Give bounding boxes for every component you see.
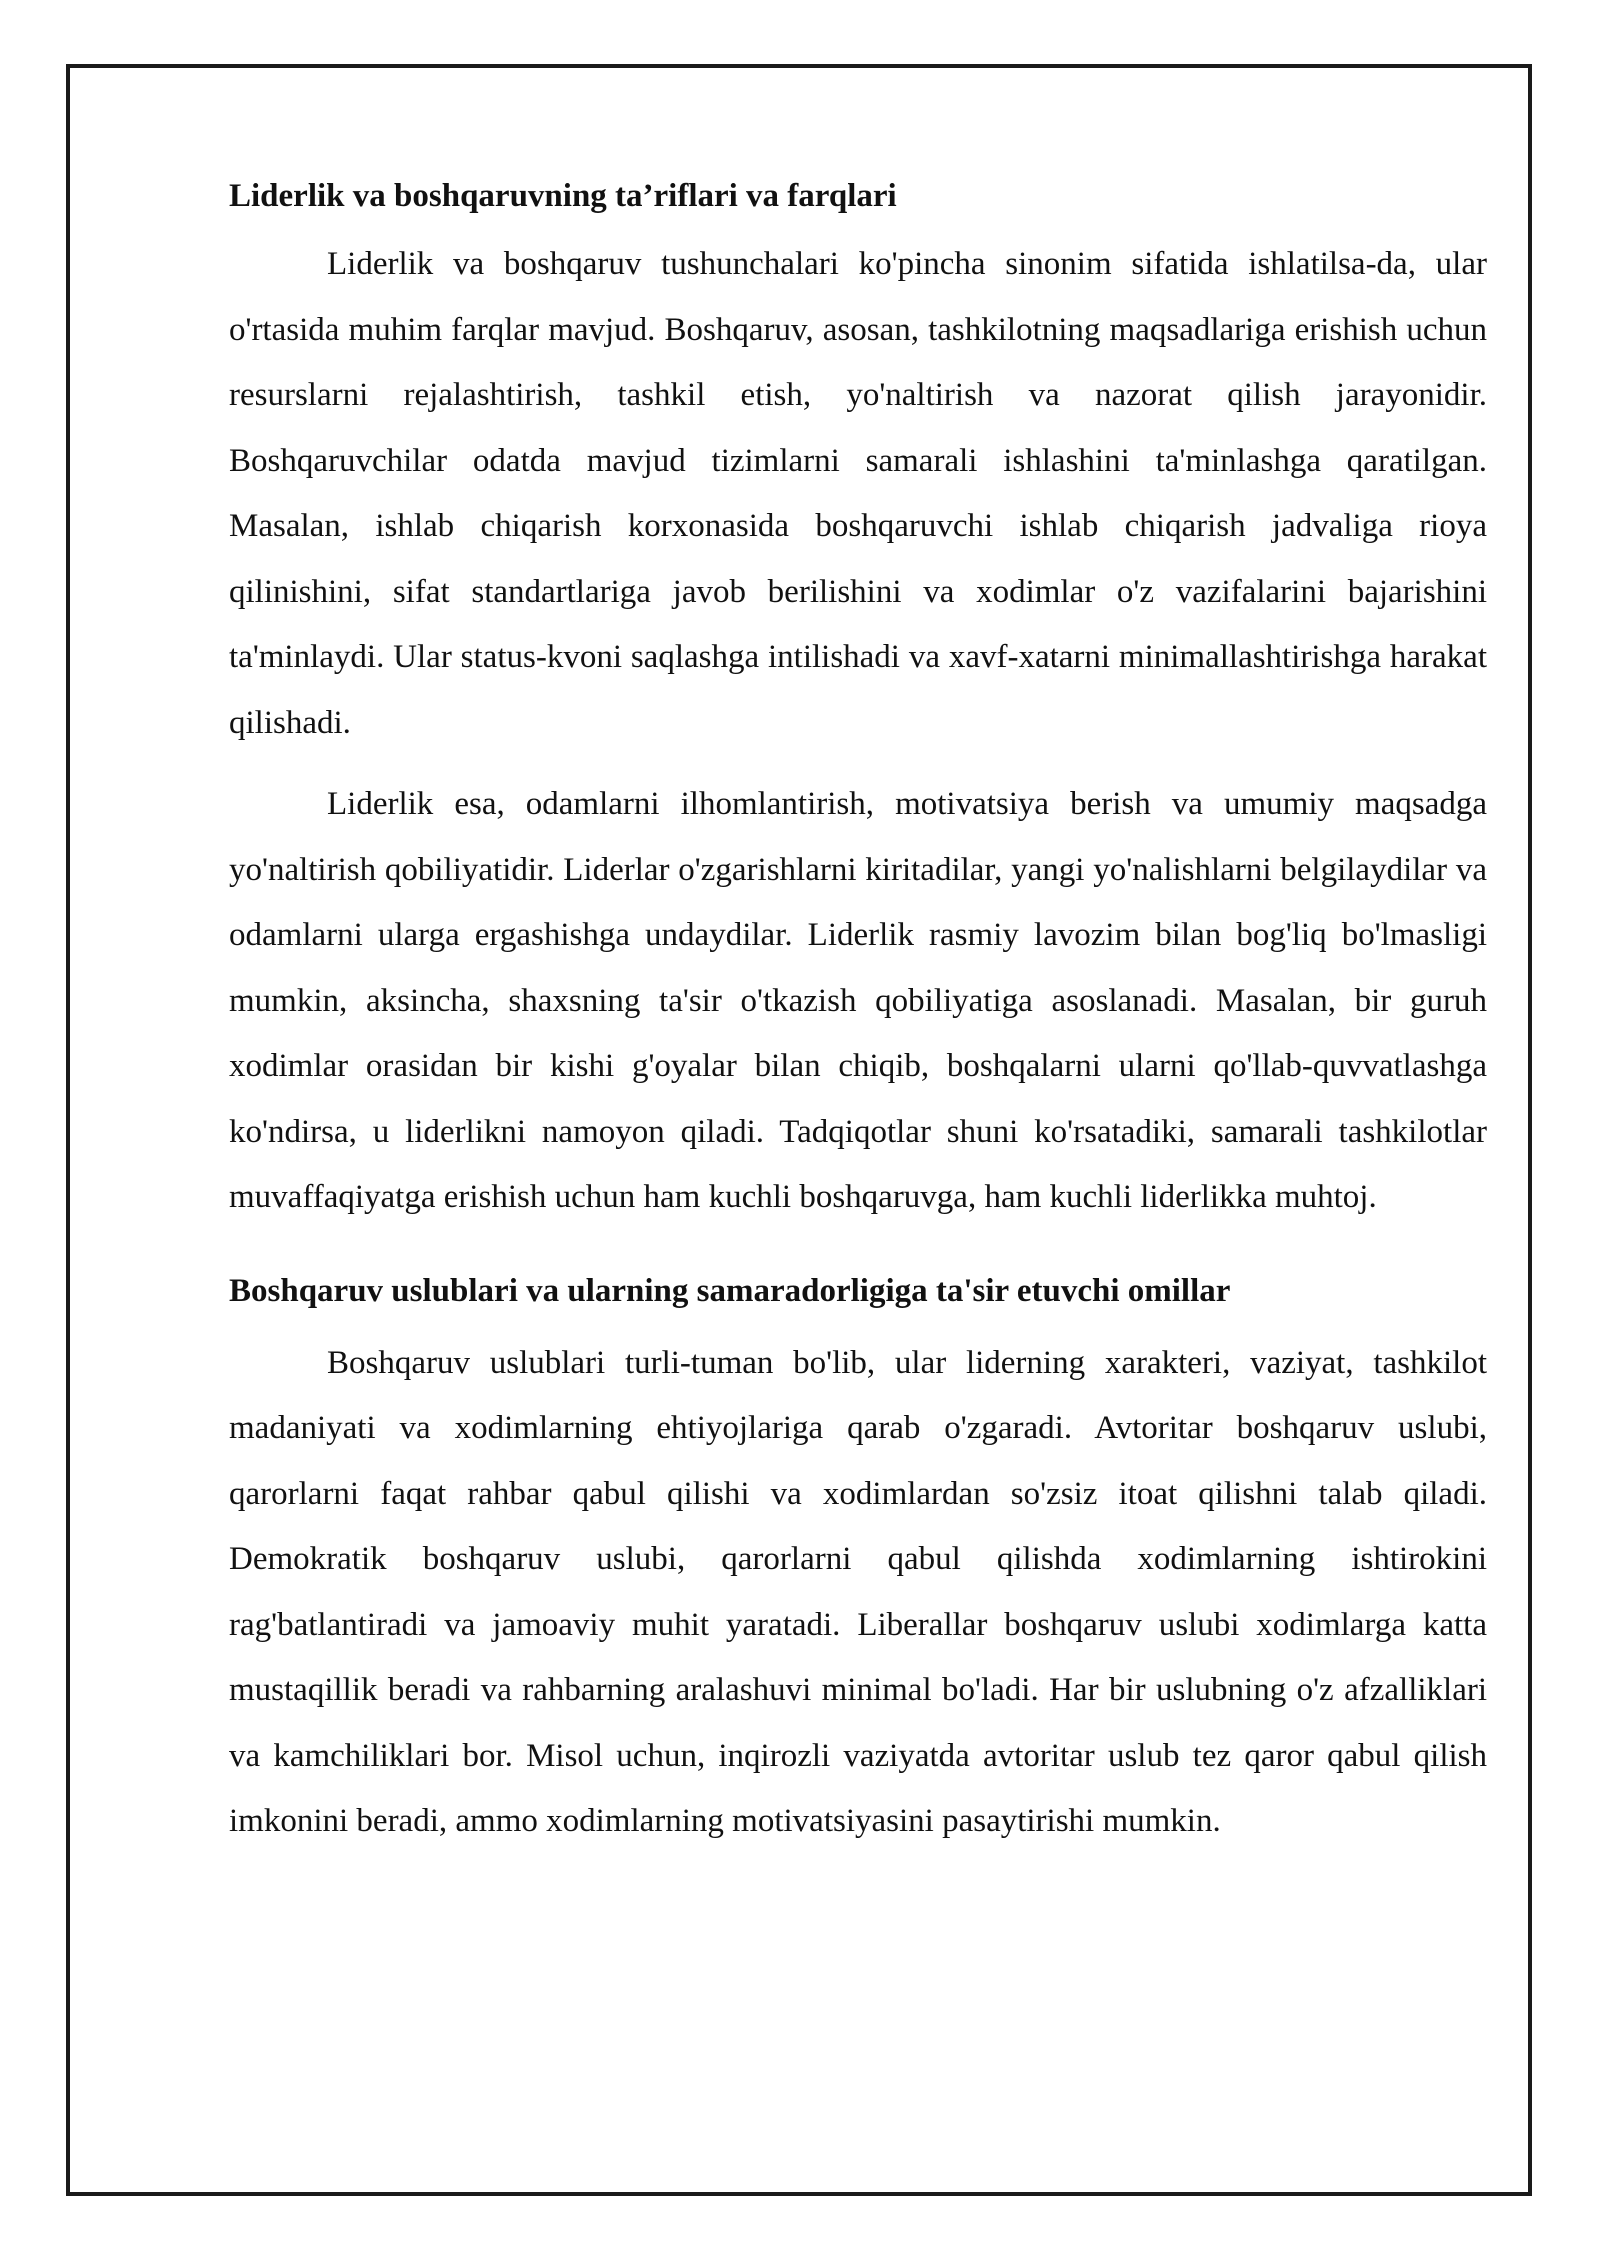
paragraph-leadership-definition: Liderlik esa, odamlarni ilhomlantirish, motivatsiya berish va umumiy maqsadga yo'naltirish qobiliyatidir. Liderlar o'zgarishlarni kiritadilar, yangi yo'nalishlarni belgilaydilar va odamlarni ularga ergashishga undaydilar. Liderlik rasmiy lavozim bilan bog'liq bo'lmasligi mumkin, aksincha, shaxsning ta'sir o'tkazish qobiliyatiga asoslanadi. Masalan, bir guruh xodimlar orasidan bir kishi g'oyalar bilan chiqib, boshqalarni ularni qo'llab-quvvatlashga ko'ndirsa, u liderlikni namoyon qiladi. Tadqiqotlar shuni ko'rsatadiki, samarali tashkilotlar muvaffaqiyatga erishish uchun ham kuchli boshqaruvga, ham kuchli liderlikka muhtoj. [229,786,1487,1215]
paragraph-management-styles: Boshqaruv uslublari turli-tuman bo'lib, ular liderning xarakteri, vaziyat, tashkilot madaniyati va xodimlarning ehtiyojlariga qarab o'zgaradi. Avtoritar boshqaruv uslubi, qarorlarni faqat rahbar qabul qilishi va xodimlardan so'zsiz itoat qilishni talab qiladi. Demokratik boshqaruv uslubi, qarorlarni qabul qilishda xodimlarning ishtirokini rag'batlantiradi va jamoaviy muhit yaratadi. Liberallar boshqaruv uslubi xodimlarga katta mustaqillik beradi va rahbarning aralashuvi minimal bo'ladi. Har bir uslubning o'z afzalliklari va kamchiliklari bor. Misol uchun, inqirozli vaziyatda avtoritar uslub tez qaror qabul qilish imkonini beradi, ammo xodimlarning motivatsiyasini pasaytirishi mumkin. [229,1344,1487,1839]
paragraph-management-definition: Liderlik va boshqaruv tushunchalari ko'pincha sinonim sifatida ishlatilsa-da, ular o'rtasida muhim farqlar mavjud. Boshqaruv, asosan, tashkilotning maqsadlariga erishish uchun resurslarni rejalashtirish, tashkil etish, yo'naltirish va nazorat qilish jarayonidir. Boshqaruvchilar odatda mavjud tizimlarni samarali ishlashini ta'minlashga qaratilgan. Masalan, ishlab chiqarish korxonasida boshqaruvchi ishlab chiqarish jadvaliga rioya qilinishini, sifat standartlariga javob berilishini va xodimlar o'z vazifalarini bajarishini ta'minlaydi. Ular status-kvoni saqlashga intilishadi va xavf-xatarni minimallashtirishga harakat qilishadi. [229,246,1487,741]
document-body [229,168,1487,1871]
section-heading-management-styles: Boshqaruv uslublari va ularning samaradorligiga ta'sir etuvchi omillar [229,1272,1231,1309]
section-heading-definitions: Liderlik va boshqaruvning ta’riflari va farqlari [229,178,897,214]
